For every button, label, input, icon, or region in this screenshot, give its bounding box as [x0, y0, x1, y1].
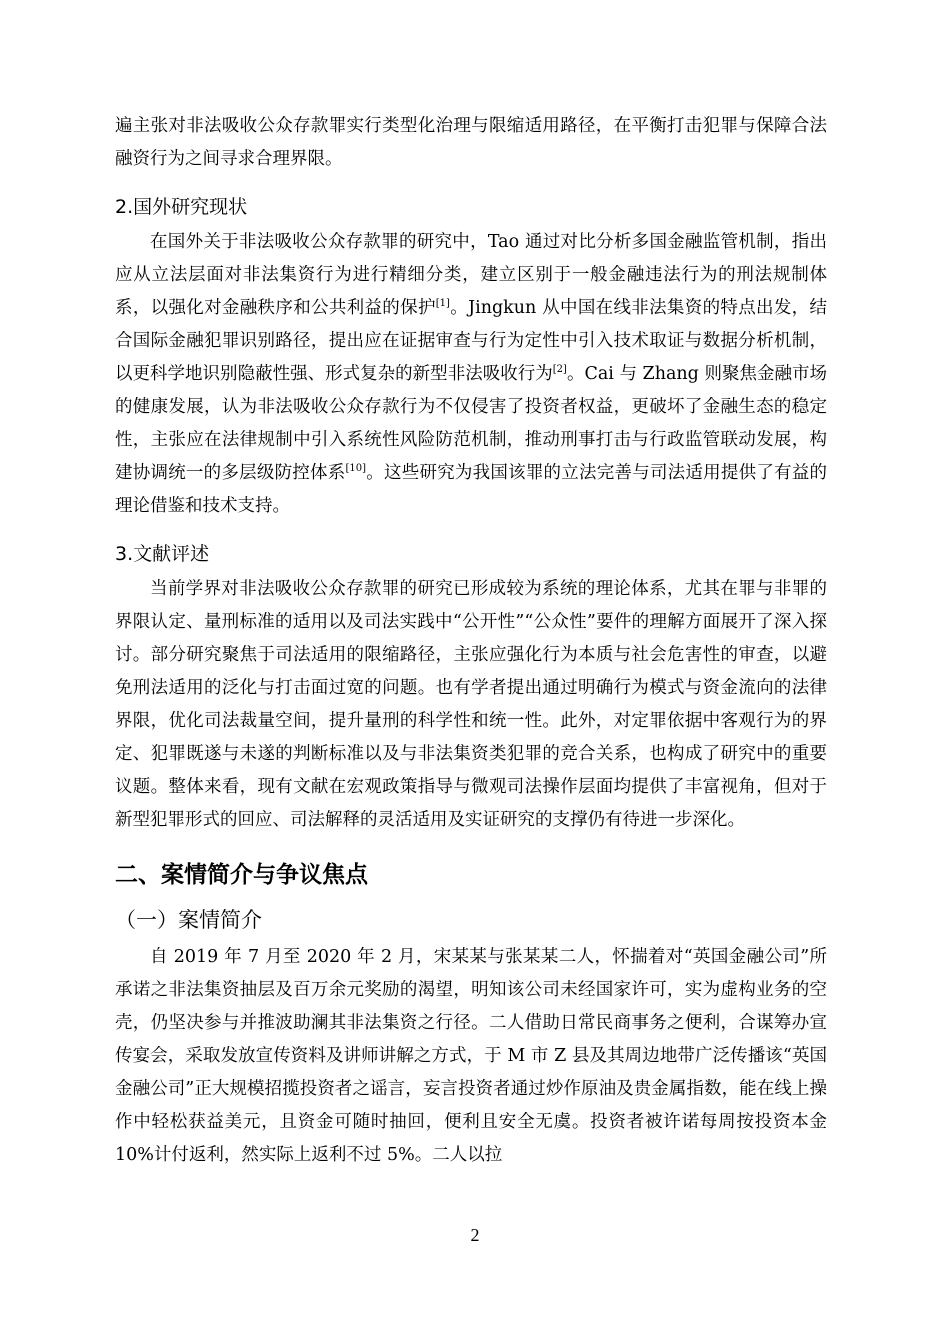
paragraph-foreign-research: [115, 226, 827, 523]
heading-foreign-research: 2.国外研究现状: [115, 196, 248, 218]
citation-10: [10]: [345, 463, 367, 475]
citation-2: [2]: [552, 364, 567, 376]
paragraph-domestic-research-end: 遍主张对非法吸收公众存款罪实行类型化治理与限缩适用路径，在平衡打击犯罪与保障合法融资行为之间寻求合理界限。: [115, 116, 827, 169]
foreign-text-4: 。这些研究为我国该罪的立法完善与司法适用提供了有益的理论借鉴和技术支持。: [115, 463, 828, 516]
heading-chapter-2: 二、案情简介与争议焦点: [115, 862, 368, 888]
paragraph-case-summary: 自 2019 年 7 月至 2020 年 2 月，宋某某与张某某二人，怀揣着对“英国金融公司”所承诺之非法集资抽层及百万余元奖励的渴望，明知该公司未经国家许可，实为虚构业务的空壳，仍坚决参与并推波助澜其非法集资之行径。二人借助日常民商事务之便利，合谋筹办宣传宴会，采取发放宣传资料及讲师讲解之方式，于 M 市 Z 县及其周边地带广泛传播该“英国金融公司”正大规模招揽投资者之谣言，妄言投资者通过炒作原油及贵金属指数，能在线上操作中轻松获益美元，且资金可随时抽回，便利且安全无虞。投资者被许诺每周按投资本金 10%计付返利，然实际上返利不过 5%。二人以拉: [115, 947, 827, 1165]
foreign-text-3: 。Cai 与 Zhang 则聚焦金融市场的健康发展，认为非法吸收公众存款行为不仅侵害了投资者权益，更破坏了金融生态的稳定性，主张应在法律规制中引入系统性风险防范机制，推动刑事打击与行政监管联动发展，构建协调统一的多层级防控体系: [115, 364, 828, 483]
foreign-text-2: 。Jingkun 从中国在线非法集资的特点出发，结合国际金融犯罪识别路径，提出应在证据审查与行为定性中引入技术取证与数据分析机制，以更科学地识别隐蔽性强、形式复杂的新型非法吸收行为: [115, 298, 827, 384]
foreign-text-1: 在国外关于非法吸收公众存款罪的研究中，Tao 通过对比分析多国金融监管机制，指出应从立法层面对非法集资行为进行精细分类，建立区别于一般金融违法行为的刑法规制体系，以强化对金融秩序和公共利益的保护: [115, 232, 827, 318]
paragraph-literature-review: 当前学界对非法吸收公众存款罪的研究已形成较为系统的理论体系，尤其在罪与非罪的界限认定、量刑标准的适用以及司法实践中“公开性”“公众性”要件的理解方面展开了深入探讨。部分研究聚焦于司法适用的限缩路径，主张应强化行为本质与社会危害性的审查，以避免刑法适用的泛化与打击面过宽的问题。也有学者提出通过明确行为模式与资金流向的法律界限，优化司法裁量空间，提升量刑的科学性和统一性。此外，对定罪依据中客观行为的界定、犯罪既遂与未遂的判断标准以及与非法集资类犯罪的竞合关系，也构成了研究中的重要议题。整体来看，现有文献在宏观政策指导与微观司法操作层面均提供了丰富视角，但对于新型犯罪形式的回应、司法解释的灵活适用及实证研究的支撑仍有待进一步深化。: [115, 579, 827, 830]
page-content: [115, 110, 827, 1172]
citation-1: [1]: [435, 298, 450, 310]
heading-case-summary: （一）案情简介: [115, 908, 262, 932]
page-number: 2: [470, 1225, 480, 1245]
heading-literature-review: 3.文献评述: [115, 543, 210, 565]
